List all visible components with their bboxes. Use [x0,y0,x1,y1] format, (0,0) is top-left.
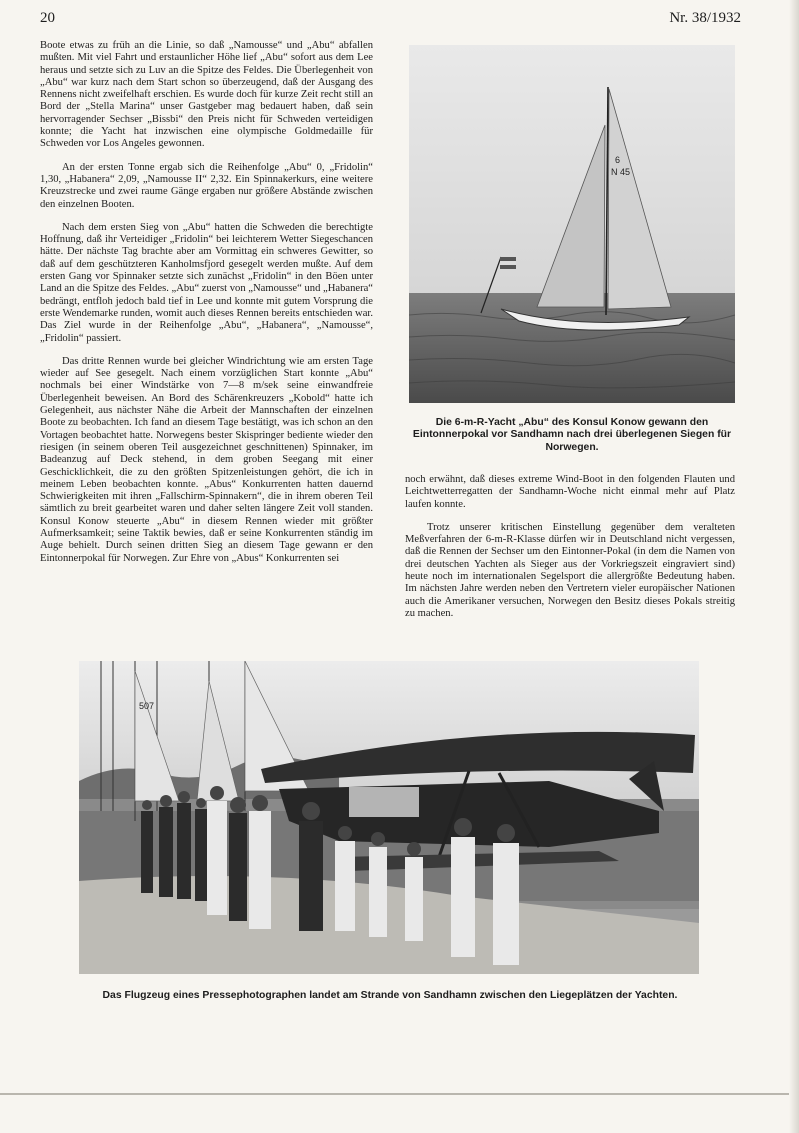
paragraph: An der ersten Tonne ergab sich die Reihenfolge „Abu“ 0, „Fridolin“ 1,30, „Habanera“ 2,09, „Namousse II“ 2,32. Ein Spinnakerkurs, eine weitere Kreuzstrecke und zwei raume Gänge ergaben nur größere Abstände zwischen den einzelnen Booten. [40,161,373,210]
left-text-column [40,40,373,576]
yacht-caption: Die 6-m-R-Yacht „Abu“ des Konsul Konow gewann den Eintonnerpokal vor Sandhamn nach drei überlegenen Siegen für Norwegen. [412,417,732,453]
yacht-photo [409,45,735,403]
paragraph: Das dritte Rennen wurde bei gleicher Windrichtung wie am ersten Tage wieder auf See gesegelt. Nach einem vorzüglichen Start konnte „Abu“ nochmals bei einer Windstärke von 7—8 m/sek seine einwandfreie Überlegenheit beweisen. An Bord des Schärenkreuzers „Kobold“ hatte ich Gelegenheit, aus nächster Nähe die Arbeit der Mannschaften der einzelnen Boote zu beobachten. Ich fand an diesem Tage bestätigt, was ich schon an den Vortagen beobachtet hatte. Norwegens bester Skispringer bediente wieder den riesigen (in seinem oberen Teil ausgezeichnet geschnittenen) Spinnaker, im Badeanzug auf Deck stehend, in dem groben Seegang mit einer Geschicklichkeit, die zu den größten Spitzenleistungen gehört, die ich in meinem Leben beobachten konnte. „Abus“ Konkurrenten hatten dauernd Schwierigkeiten mit ihren „Fallschirm-Spinnakern“, die in ihrem oberen Teil sämtlich zu breit gearbeitet waren und daher selten längere Zeit voll standen. Konsul Konow steuerte „Abu“ in diesem Rennen wieder mit größter Aufmerksamkeit; seine Taktik bewies, daß er seine Konkurrenten ständig im Auge behielt. Durch seinen dritten Sieg an diesem Tage gewann er den Eintonnerpokal für Norwegen. Zur Ehre von „Abus“ Konkurrenten sei [40,355,373,564]
svg-text:N 45: N 45 [611,167,631,177]
paragraph: Trotz unserer kritischen Einstellung gegenüber dem veralteten Meßverfahren der 6-m-R-Klasse dürfen wir in Deutschland nicht vergessen, daß die Rennen der Sechser um den Eintonner-Pokal (in dem die Namen von drei deutschen Yachten als Sieger aus der Vorkriegszeit eingraviert sind) heute noch im internationalen Segelsport die allergrößte Bedeutung haben. Im nächsten Jahre werden neben den Vertretern vieler europäischer Nationen auch die Amerikaner versuchen, Norwegen den Besitz dieses Pokals streitig zu machen. [405,521,735,619]
paragraph: Nach dem ersten Sieg von „Abu“ hatten die Schweden die berechtigte Hoffnung, daß ihr Verteidiger „Fridolin“ bei leichterem Wetter Siegeschancen hätte. Der nächste Tag brachte aber am Vormittag ein schweres Gewitter, so daß auf dem geschützteren Kanholmsfjord gesegelt werden mußte. Auf dem ersten Gang vor Spinnaker setzte sich zunächst „Fridolin“ in den Böen unter Land an die Spitze des Feldes. „Abu“ zuerst von „Namousse“ und „Habanera“ bedrängt, entfloh jedoch bald tief in Lee und konnte mit gutem Vorsprung die erste Wendemarke runden, womit auch dieses Rennen bereits entschieden war. Das Ziel wurde in der Reihenfolge „Abu“, „Habanera“, „Namousse“, „Fridolin“ passiert. [40,221,373,344]
issue-number: Nr. 38/1932 [669,10,741,26]
right-text-column [405,474,735,631]
sail-number: 507 [139,701,155,711]
page-number: 20 [40,10,55,26]
paragraph: Boote etwas zu früh an die Linie, so daß „Namousse“ und „Abu“ abfallen mußten. Mit viel Fahrt und erstaunlicher Höhe lief „Abu“ sofort aus dem Lee heraus und setzte sich zu Luv an die Spitze des Feldes. Die Überlegenheit von „Abu“ war kurz nach dem Start schon so überzeugend, daß der Ausgang des Rennens nicht zweifelhaft erschien. Es wurde doch für kurze Zeit recht still an Bord der „Stella Marina“ unser Gastgeber mag bedauert haben, daß sein hervorragender Sechser „Bissbi“ den Preis nicht für Schweden verteidigen konnte; die Yacht hat inzwischen eine olympische Goldmedaille für Schweden vor Los Angeles gewonnen. [40,40,373,150]
seaplane-caption: Das Flugzeug eines Pressephotographen landet am Strande von Sandhamn zwischen den Liegeplätzen der Yachten. [102,990,678,1001]
seaplane-photo [79,661,699,974]
page-bottom-rule [0,1093,799,1095]
sail-number: 6 [615,155,621,165]
page-edge-shadow [789,0,799,1133]
paragraph: noch erwähnt, daß dieses extreme Wind-Boot in den folgenden Flauten und Leichtwetterregatten der Sandhamn-Woche nicht einmal mehr auf Platz laufen konnte. [405,474,735,510]
